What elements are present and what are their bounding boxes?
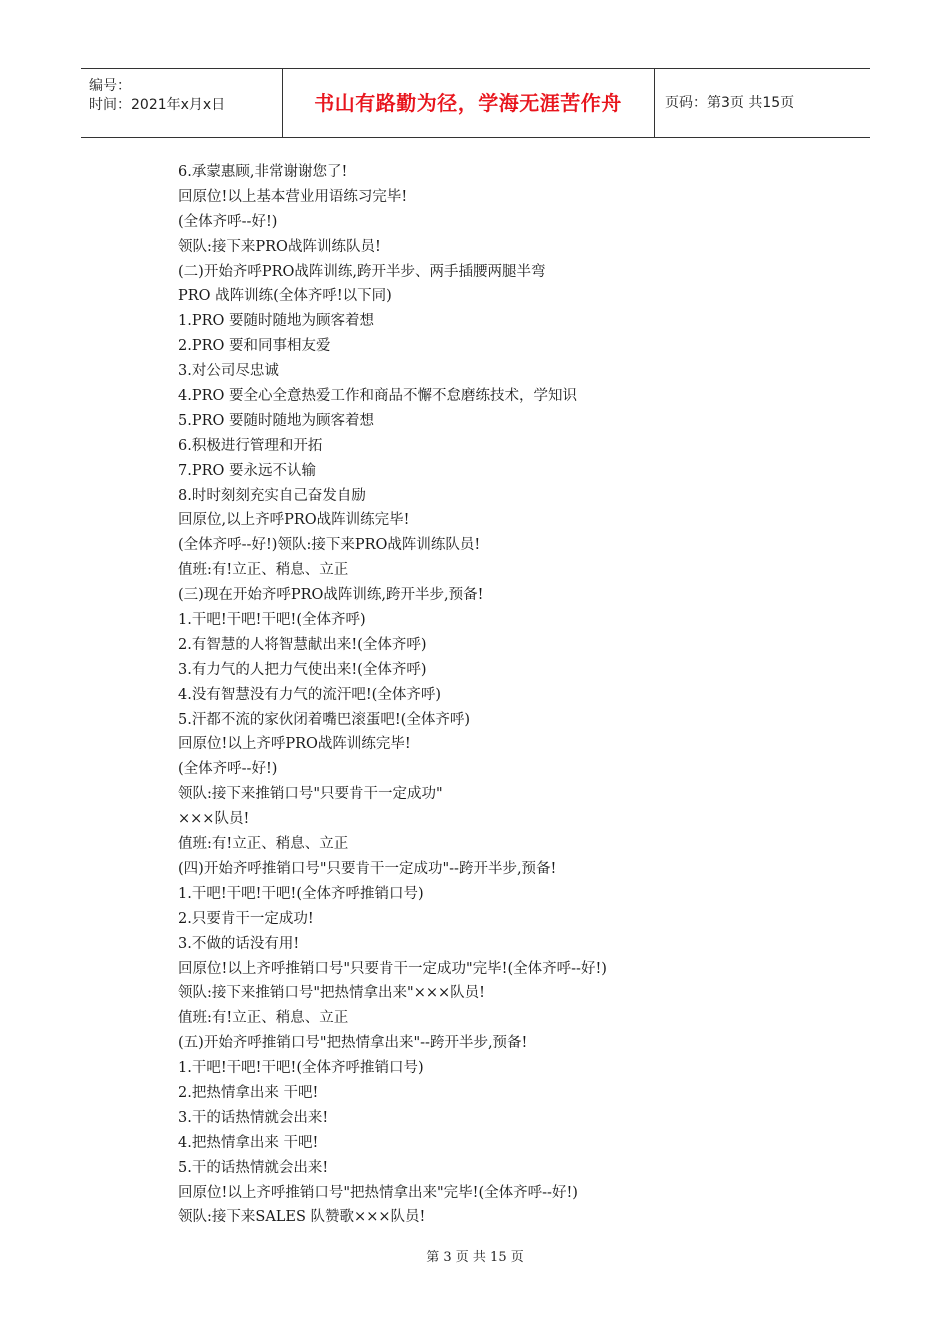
- text-line: 1.干吧!干吧!干吧!(全体齐呼): [178, 612, 366, 629]
- text-line: 领队:接下来PRO战阵训练队员!: [178, 238, 381, 255]
- text-line: 值班:有!立正、稍息、立正: [178, 1010, 349, 1027]
- text-line: 值班:有!立正、稍息、立正: [178, 562, 349, 579]
- text-line: (全体齐呼--好!)领队:接下来PRO战阵训练队员!: [178, 537, 481, 554]
- text-line: 2.有智慧的人将智慧献出来!(全体齐呼): [178, 636, 427, 653]
- text-line: 回原位!以上齐呼PRO战阵训练完毕!: [178, 736, 411, 753]
- header-page-info: 页码：第3页 共15页: [665, 95, 795, 111]
- header-meta: [81, 69, 281, 137]
- number-label: 编号：: [89, 78, 131, 94]
- text-line: (五)开始齐呼推销口号"把热情拿出来"--跨开半步,预备!: [178, 1035, 528, 1052]
- text-line: 8.时时刻刻充实自己奋发自励: [178, 487, 366, 504]
- page-footer: [0, 1246, 950, 1265]
- text-line: 领队:接下来推销口号"只要肯干一定成功": [178, 786, 443, 803]
- text-line: 1.干吧!干吧!干吧!(全体齐呼推销口号): [178, 885, 424, 902]
- text-line: 领队:接下来推销口号"把热情拿出来"×××队员!: [178, 985, 485, 1002]
- text-line: (二)开始齐呼PRO战阵训练,跨开半步、两手插腰两腿半弯: [178, 263, 546, 280]
- text-line: 值班:有!立正、稍息、立正: [178, 836, 349, 853]
- text-line: 1.干吧!干吧!干吧!(全体齐呼推销口号): [178, 1060, 424, 1077]
- text-line: 回原位!以上齐呼推销口号"只要肯干一定成功"完毕!(全体齐呼--好!): [178, 960, 607, 977]
- text-line: 1.PRO 要随时随地为顾客着想: [178, 313, 375, 330]
- text-line: 3.对公司尽忠诚: [178, 363, 279, 380]
- header-motto: 书山有路勤为径，学海无涯苦作舟: [314, 91, 622, 115]
- footer-page-number: 第 3 页 共 15 页: [426, 1250, 524, 1265]
- text-line: 4.没有智慧没有力气的流汗吧!(全体齐呼): [178, 686, 441, 703]
- time-label: 时间：2021年x月x日: [89, 97, 226, 113]
- text-line: 4.把热情拿出来 干吧!: [178, 1134, 319, 1151]
- text-line: 回原位!以上齐呼推销口号"把热情拿出来"完毕!(全体齐呼--好!): [178, 1184, 578, 1201]
- text-line: PRO 战阵训练(全体齐呼!以下同): [178, 288, 392, 305]
- text-line: 2.只要肯干一定成功!: [178, 910, 314, 927]
- page-header: [81, 68, 870, 138]
- text-line: 7.PRO 要永远不认输: [178, 462, 317, 479]
- text-line: (四)开始齐呼推销口号"只要肯干一定成功"--跨开半步,预备!: [178, 860, 557, 877]
- document-body: [178, 160, 878, 1230]
- text-line: (三)现在开始齐呼PRO战阵训练,跨开半步,预备!: [178, 587, 484, 604]
- text-line: 5.汗都不流的家伙闭着嘴巴滚蛋吧!(全体齐呼): [178, 711, 470, 728]
- text-line: 3.干的话热情就会出来!: [178, 1109, 329, 1126]
- header-divider: [654, 69, 655, 137]
- text-line: 5.干的话热情就会出来!: [178, 1159, 329, 1176]
- text-line: 回原位!以上基本营业用语练习完毕!: [178, 188, 408, 205]
- text-line: 6.承蒙惠顾,非常谢谢您了!: [178, 164, 348, 180]
- text-line: 3.有力气的人把力气使出来!(全体齐呼): [178, 661, 427, 678]
- text-line: 回原位,以上齐呼PRO战阵训练完毕!: [178, 512, 410, 529]
- text-line: 4.PRO 要全心全意热爱工作和商品不懈不怠磨练技术，学知识: [178, 388, 578, 405]
- text-line: 5.PRO 要随时随地为顾客着想: [178, 412, 375, 429]
- text-line: (全体齐呼--好!): [178, 213, 278, 230]
- text-line: 6.积极进行管理和开拓: [178, 437, 323, 454]
- text-line: ×××队员!: [178, 811, 250, 828]
- text-line: (全体齐呼--好!): [178, 761, 278, 778]
- text-line: 领队:接下来SALES 队赞歌×××队员!: [178, 1209, 426, 1226]
- text-line: 2.PRO 要和同事相友爱: [178, 338, 331, 355]
- text-line: 2.把热情拿出来 干吧!: [178, 1084, 319, 1101]
- text-line: 3.不做的话没有用!: [178, 935, 300, 952]
